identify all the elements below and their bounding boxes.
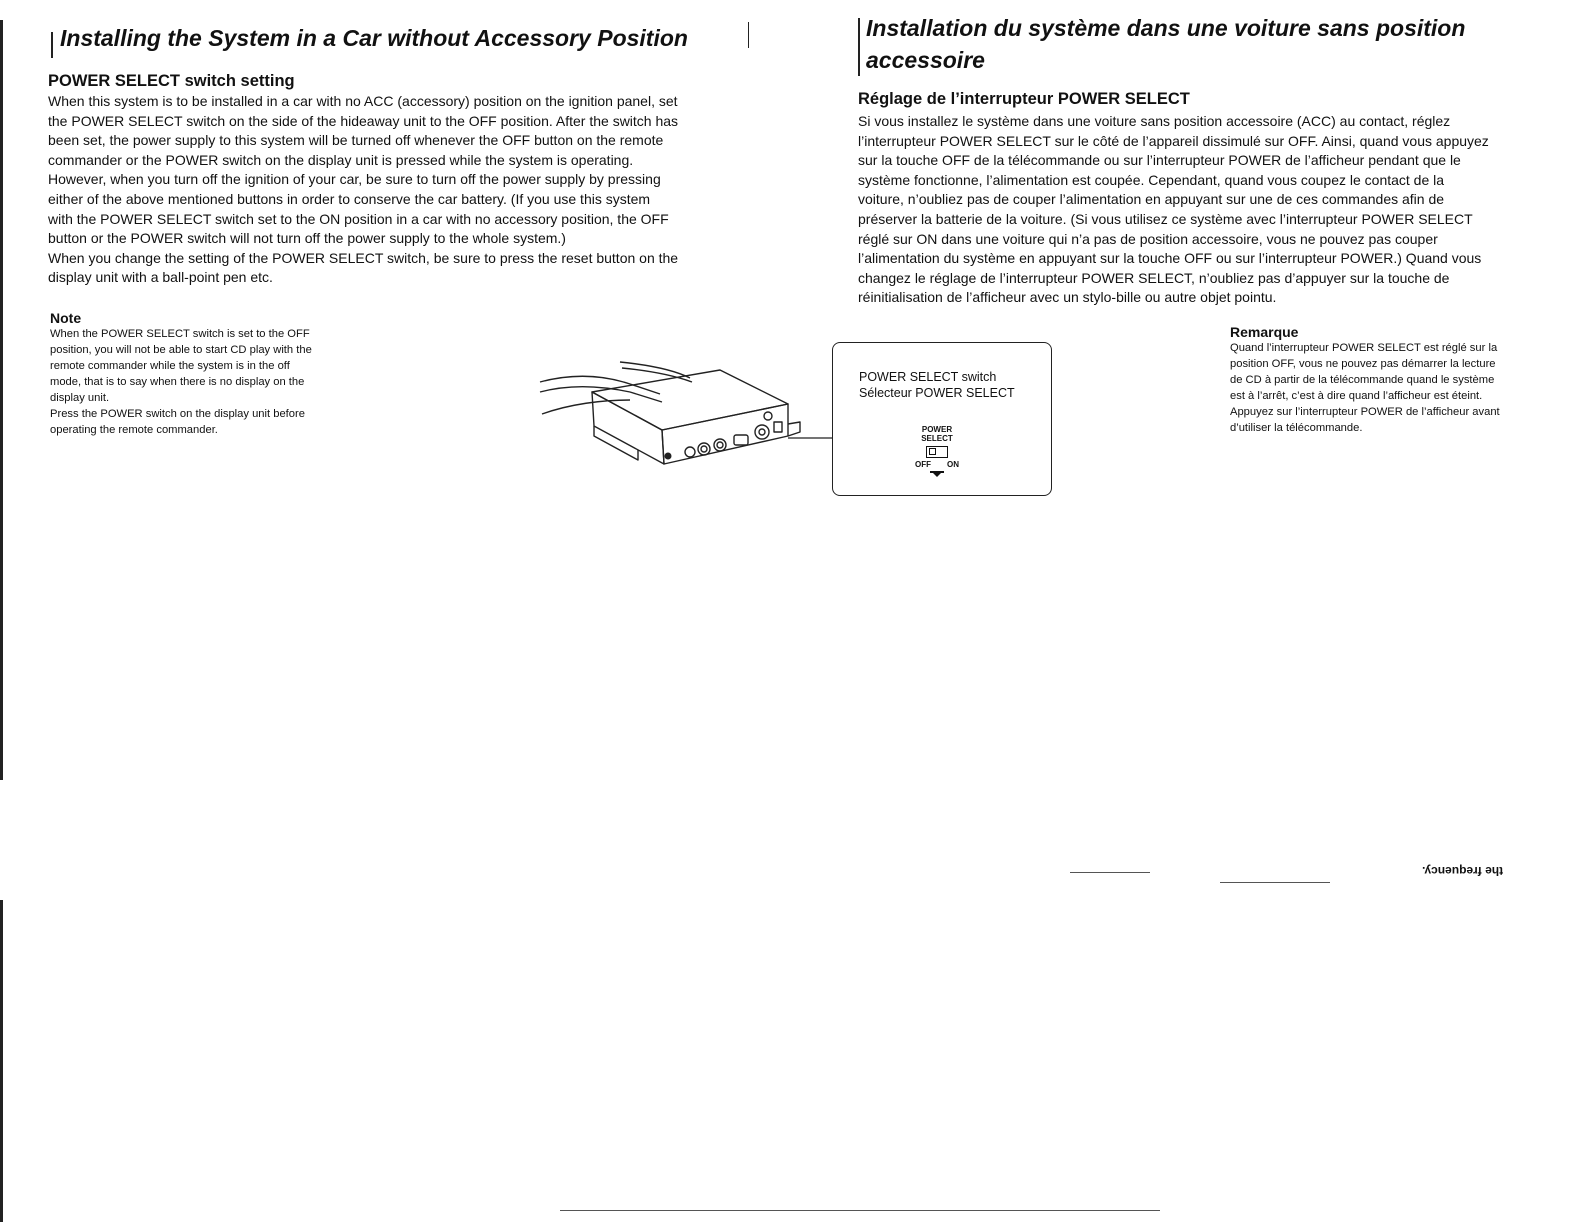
note-line: When the POWER SELECT switch is set to the OFF [50,328,310,340]
switch-knob [929,448,936,455]
switch-label: POWER [921,425,953,434]
text-line: However, when you turn off the ignition of your car, be sure to turn off the power supply by pressing [48,171,661,188]
text-line: either of the above mentioned buttons in order to conserve the car battery. (If you use this system [48,190,651,207]
text-line: voiture, n’oubliez pas de couper l’alimentation en appuyant sur une de ces commandes afin de [858,191,1445,208]
note-line: display unit. [50,392,110,404]
hideaway-unit-illustration [530,352,840,502]
text-line: préserver la batterie de la voiture. (Si vous utilisez ce système avec l’interrupteur POWER SELECT [858,210,1473,227]
page-title-fr-line2: accessoire [866,47,985,73]
text-line: changez le réglage de l’interrupteur POWER SELECT, n’oubliez pas d’appuyer sur la touche de [858,269,1450,286]
callout-label-en: POWER SELECT switch [859,370,997,384]
bleed-through-mark [1070,872,1150,873]
text-line: with the POWER SELECT switch set to the ON position in a car with no accessory position, the OFF [48,210,669,227]
note-line: mode, that is to say when there is no display on the [50,376,305,388]
text-line: réinitialisation de l’afficheur avec un stylo-bille ou autre objet pointu. [858,289,1277,306]
body-text-fr [858,112,1578,308]
section-heading-fr: Réglage de l’interrupteur POWER SELECT [858,90,1190,108]
note-line: position OFF, vous ne pouvez pas démarrer la lecture [1230,358,1496,370]
page-edge-mark [0,900,3,1222]
off-label: OFF [915,460,931,469]
switch-label: SELECT [921,434,953,443]
note-line: d’utiliser la télécommande. [1230,422,1363,434]
callout-label-fr: Sélecteur POWER SELECT [859,386,1015,400]
body-text-en [48,92,768,288]
page-title-en: Installing the System in a Car without Accessory Position [60,25,688,51]
text-line: display unit with a ball-point pen etc. [48,269,273,286]
bottom-rule [560,1210,1160,1211]
arrow-pointer-icon [930,471,944,473]
text-line: commander or the POWER switch on the display unit is pressed while the system is operating. [48,151,634,168]
note-heading-en: Note [50,310,82,326]
bleed-through-mark [1220,882,1330,883]
text-line: button or the POWER switch will not turn off the power supply to the whole system.) [48,230,566,247]
text-line: been set, the power supply to this system will be turned off whenever the OFF button on the remote [48,132,664,149]
note-line: Quand l’interrupteur POWER SELECT est réglé sur la [1230,342,1498,354]
text-line: l’alimentation du système en appuyant sur la touche OFF ou sur l’interrupteur POWER.) Quand vous [858,250,1482,267]
power-select-switch [913,425,961,473]
note-line: remote commander while the system is in the off [50,360,290,372]
title-bar [51,32,53,58]
note-heading-fr: Remarque [1230,324,1299,340]
switch-body [926,446,948,458]
note-line: est à l’arrêt, c’est à dire quand l’afficheur est éteint. [1230,390,1483,402]
text-line: the POWER SELECT switch on the side of the hideaway unit to the OFF position. After the switch has [48,112,679,129]
bleed-through-text: the frequency. [1422,864,1504,878]
note-line: Press the POWER switch on the display unit before [50,408,305,420]
note-line: de CD à partir de la télécommande quand le système [1230,374,1495,386]
section-heading-en: POWER SELECT switch setting [48,72,295,90]
text-line: réglé sur ON dans une voiture qui n’a pas de position accessoire, vous ne pouvez pas couper [858,230,1438,247]
column-divider [748,22,749,48]
text-line: système fonctionne, l’alimentation est coupée. Cependant, quand vous coupez le contact de la [858,171,1445,188]
text-line: When you change the setting of the POWER SELECT switch, be sure to press the reset button on the [48,249,679,266]
text-line: Si vous installez le système dans une voiture sans position accessoire (ACC) au contact, réglez [858,113,1451,129]
note-text-fr [1230,340,1570,436]
title-bar [858,18,860,76]
text-line: l’interrupteur POWER SELECT sur le côté de l’appareil dissimulé sur OFF. Ainsi, quand vous appuyez [858,132,1489,149]
note-line: position, you will not be able to start CD play with the [50,344,312,356]
page-edge-mark [0,20,3,780]
power-select-callout [832,342,1052,496]
note-text-en [50,326,390,438]
note-line: Appuyez sur l’interrupteur POWER de l’afficheur avant [1230,406,1500,418]
switch-positions [913,460,961,469]
on-label: ON [947,460,959,469]
note-line: operating the remote commander. [50,424,218,436]
page-title-fr-line1: Installation du système dans une voiture sans position [866,15,1466,41]
text-line: sur la touche OFF de la télécommande ou sur l’interrupteur POWER de l’afficheur pendant que le [858,152,1461,169]
text-line: When this system is to be installed in a car with no ACC (accessory) position on the ignition panel, set [48,93,678,109]
